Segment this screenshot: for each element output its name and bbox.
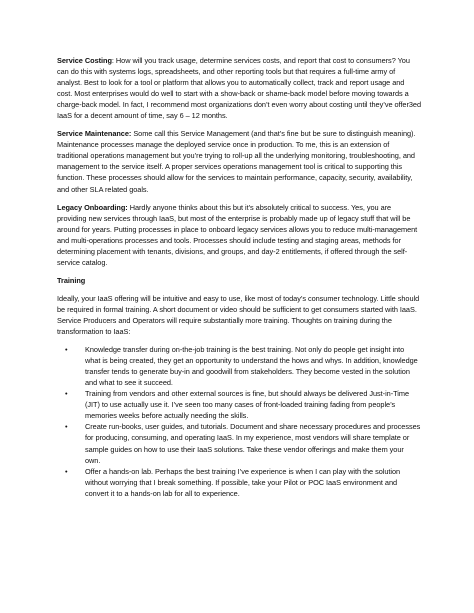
bullet-text: Create run-books, user guides, and tutorials. Document and share necessary procedures and processes for producing, consuming, and operating IaaS. In my experience, most vendors will share template or sample guides on how to use their IaaS solutions. Take these vendor offerings and make them your own. (85, 422, 421, 465)
bullet-text: Training from vendors and other external sources is fine, but should always be delivered Just-in-Time (JIT) to use actually use it. I’ve seen too many cases of front-loaded training fading from people’s memories weeks before actually needing the skills. (85, 389, 410, 421)
bullet-text: Knowledge transfer during on-the-job training is the best training. Not only do people get insight into what is being created, they get an opportunity to understand the hows and whys. In addition, knowledge transfer tends to generate buy-in and goodwill from stakeholders. They become vested in the solution and what to see it succeed. (85, 345, 418, 388)
training-intro-paragraph: Ideally, your IaaS offering will be intuitive and easy to use, like most of today’s consumer technology. Little should be required in formal training. A short document or video should be sufficient to get consumers started with IaaS. Service Producers and Operators will require substantially more training. Thoughts on training during the transformation to IaaS: (57, 293, 420, 337)
bullet-icon: • (65, 466, 68, 476)
training-heading: Training (57, 275, 86, 285)
service-costing-text: : How will you track usage, determine services costs, and report that cost to consumers? You can do this with systems logs, spreadsheets, and other reporting tools but that requires a full-time army of analyst. Best to look for a tool or platform that allows you to automatically collect, track and report usage and cost. Most enterprises would do well to start with a show-back or shame-back model before moving towards a charge-back model. In fact, I recommend most organizations don’t even worry about costing until they’ve offer3ed IaaS for a decent amount of time, say 6 – 12 months. (57, 56, 421, 121)
list-item (57, 466, 421, 499)
bullet-icon: • (65, 422, 68, 432)
bullet-icon: • (65, 389, 68, 399)
bullet-icon: • (65, 345, 68, 355)
service-costing-paragraph (57, 55, 421, 121)
legacy-onboarding-text: Hardly anyone thinks about this but it’s absolutely critical to success. Yes, you are providing new services through IaaS, but most of the enterprise is probably made up of legacy stuff that will be around for years. Putting processes in place to onboard legacy services allows you to reduce multi-management and multi-operations processes and tools. Processes should include testing and staging areas, methods for determining placement with tenants, divisions, and groups, and day-2 entitlements, if offered through the self-service catalog. (57, 202, 418, 267)
document-page (57, 55, 421, 499)
legacy-onboarding-term: Legacy Onboarding: (57, 202, 128, 212)
bullet-text: Offer a hands-on lab. Perhaps the best training I’ve experience is when I can play with the solution without worrying that I break something. If possible, take your Pilot or POC IaaS environment and convert it to a hands-on lab for all to experience. (85, 466, 401, 498)
list-item (57, 388, 421, 421)
service-maintenance-paragraph (57, 128, 421, 194)
list-item (57, 421, 421, 465)
service-maintenance-text: Some call this Service Management (and that’s fine but be sure to distinguish meaning). Maintenance processes manage the deployed service once in production. To me, this is an extension of traditional operations management but you’re trying to roll-up all the underlying monitoring, troubleshooting, and management to the service itself. A proper services operations management tool is critical to supporting this function. These processes should allow for the services to maintain performance, capacity, security, availability, and other SLA related goals. (57, 129, 416, 194)
legacy-onboarding-paragraph (57, 202, 421, 268)
service-costing-term: Service Costing (57, 56, 112, 65)
service-maintenance-term: Service Maintenance: (57, 129, 132, 139)
list-item (57, 344, 421, 388)
training-bullet-list (57, 344, 421, 499)
